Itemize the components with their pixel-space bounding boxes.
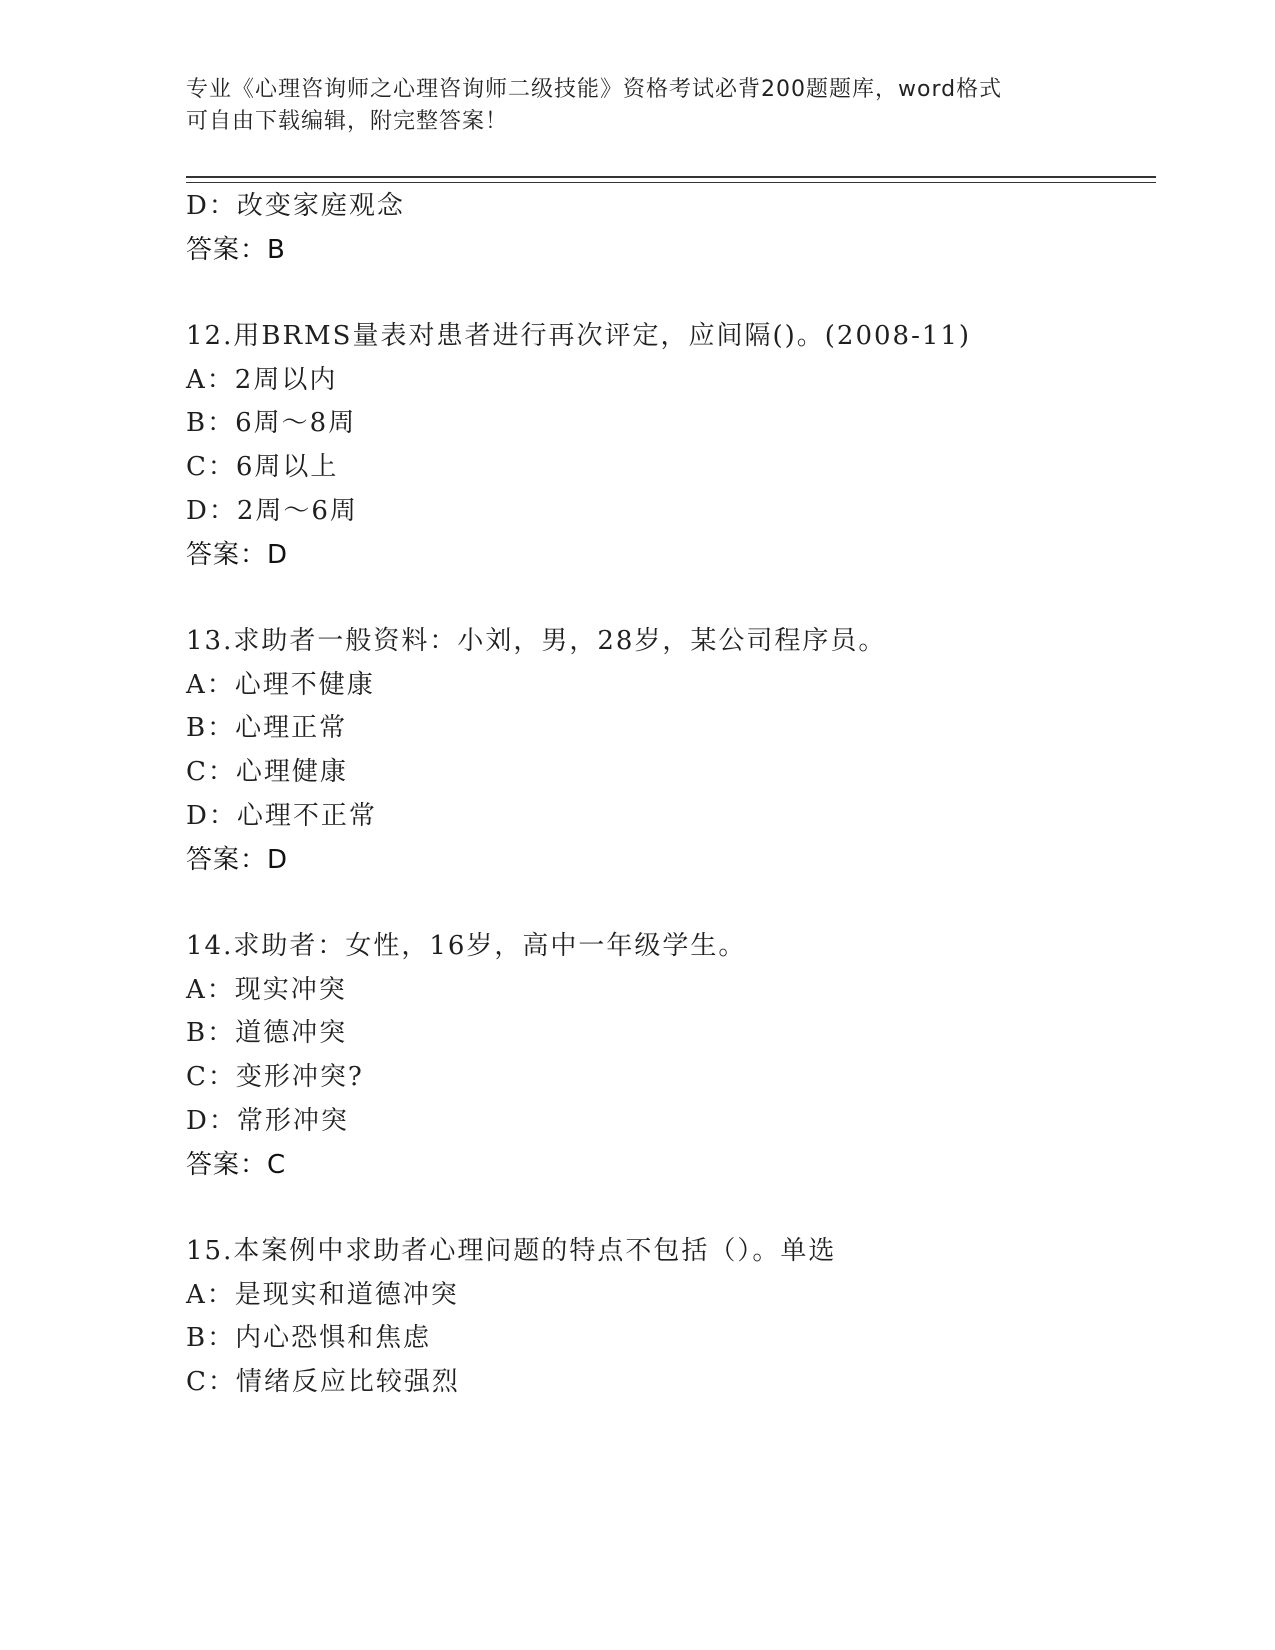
option-d: D：心理不正常 [186, 801, 377, 831]
answer-line: 答案：B [186, 235, 286, 265]
header-divider-thick [186, 176, 1156, 178]
question-stem: 13.求助者一般资料：小刘，男，28岁，某公司程序员。 [186, 626, 887, 656]
option-a: A：现实冲突 [186, 975, 347, 1005]
question-stem: 14.求助者：女性，16岁，高中一年级学生。 [186, 931, 747, 961]
option-a: A：是现实和道德冲突 [186, 1280, 459, 1310]
option-a: A：2周以内 [186, 365, 338, 395]
option-a: A：心理不健康 [186, 670, 375, 700]
header-title-line-1: 专业《心理咨询师之心理咨询师二级技能》资格考试必背200题题库，word格式 [186, 77, 1003, 102]
header-title-line-2: 可自由下载编辑，附完整答案！ [186, 109, 509, 134]
option-c: C：情绪反应比较强烈 [186, 1367, 460, 1397]
question-stem: 12.用BRMS量表对患者进行再次评定，应间隔()。(2008-11) [186, 321, 972, 351]
question-stem: 15.本案例中求助者心理问题的特点不包括（）。单选 [186, 1236, 837, 1266]
option-b: B：心理正常 [186, 713, 348, 743]
answer-line: 答案：D [186, 540, 289, 570]
option-b: B：道德冲突 [186, 1018, 348, 1048]
option-d: D：改变家庭观念 [186, 191, 405, 221]
option-d: D：常形冲突 [186, 1106, 349, 1136]
page-header [186, 74, 1066, 138]
option-c: C：6周以上 [186, 452, 339, 482]
option-d: D：2周～6周 [186, 496, 358, 526]
option-c: C：变形冲突? [186, 1062, 364, 1092]
option-b: B：内心恐惧和焦虑 [186, 1323, 432, 1353]
header-divider-thin [186, 182, 1156, 183]
option-c: C：心理健康 [186, 757, 348, 787]
answer-line: 答案：D [186, 845, 289, 875]
option-b: B：6周～8周 [186, 408, 357, 438]
answer-line: 答案：C [186, 1150, 287, 1180]
